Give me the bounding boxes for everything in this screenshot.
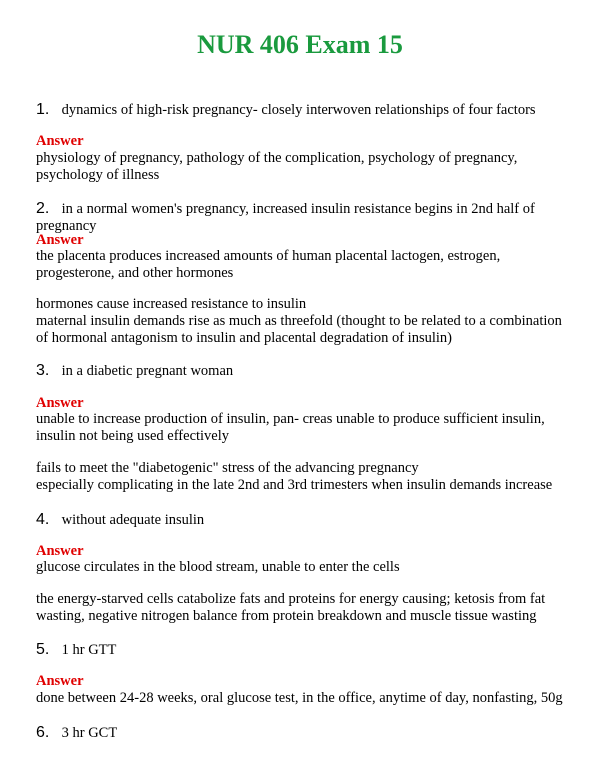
answer-text-3b: fails to meet the "diabetogenic" stress of the advancing pregnancy [36, 460, 419, 476]
question-text: 3 hr GCT [61, 725, 118, 741]
question-2 [36, 200, 576, 235]
question-6 [36, 724, 576, 742]
question-4 [36, 511, 576, 529]
answer-text-2c: maternal insulin demands rise as much as threefold (thought to be related to a combination of hormonal antagonism to insulin and placental degradation of insulin) [36, 313, 562, 346]
question-text: 1 hr GTT [61, 642, 117, 658]
answer-text-4b: the energy-starved cells catabolize fats and proteins for energy causing; ketosis from fat wasting, negative nitrogen balance from protein breakdown and muscle tissue wasting [36, 591, 546, 624]
question-number: 3. [36, 362, 50, 379]
answer-text-3c: especially complicating in the late 2nd and 3rd trimesters when insulin demands increase [36, 477, 553, 493]
answer-label-3: Answer [36, 395, 84, 411]
question-number: 6. [36, 724, 50, 741]
question-number: 1. [36, 101, 50, 118]
answer-text-1: physiology of pregnancy, pathology of the complication, psychology of pregnancy, psychology of illness [36, 150, 518, 183]
question-text: without adequate insulin [61, 512, 205, 528]
answer-text-5: done between 24-28 weeks, oral glucose test, in the office, anytime of day, nonfasting, 50g [36, 690, 563, 706]
question-text: dynamics of high-risk pregnancy- closely interwoven relationships of four factors [61, 102, 536, 118]
answer-text-2b: hormones cause increased resistance to insulin [36, 296, 307, 312]
answer-label-5: Answer [36, 673, 84, 689]
question-1 [36, 101, 576, 119]
question-number: 5. [36, 641, 50, 658]
question-number: 2. [36, 200, 50, 217]
question-text: in a diabetic pregnant woman [61, 363, 234, 379]
question-number: 4. [36, 511, 50, 528]
answer-label-4: Answer [36, 543, 84, 559]
answer-label-1: Answer [36, 133, 84, 149]
answer-label-2: Answer [36, 232, 84, 248]
question-text: in a normal women's pregnancy, increased insulin resistance begins in 2nd half of pregnancy [36, 201, 535, 234]
answer-text-3a: unable to increase production of insulin, pan- creas unable to produce sufficient insulin, insulin not being used effectively [36, 411, 545, 444]
question-3 [36, 362, 576, 380]
answer-text-2a: the placenta produces increased amounts of human placental lactogen, estrogen, progesterone, and other hormones [36, 248, 501, 281]
question-5 [36, 641, 576, 659]
document-title: NUR 406 Exam 15 [197, 30, 403, 59]
answer-text-4a: glucose circulates in the blood stream, unable to enter the cells [36, 559, 400, 575]
